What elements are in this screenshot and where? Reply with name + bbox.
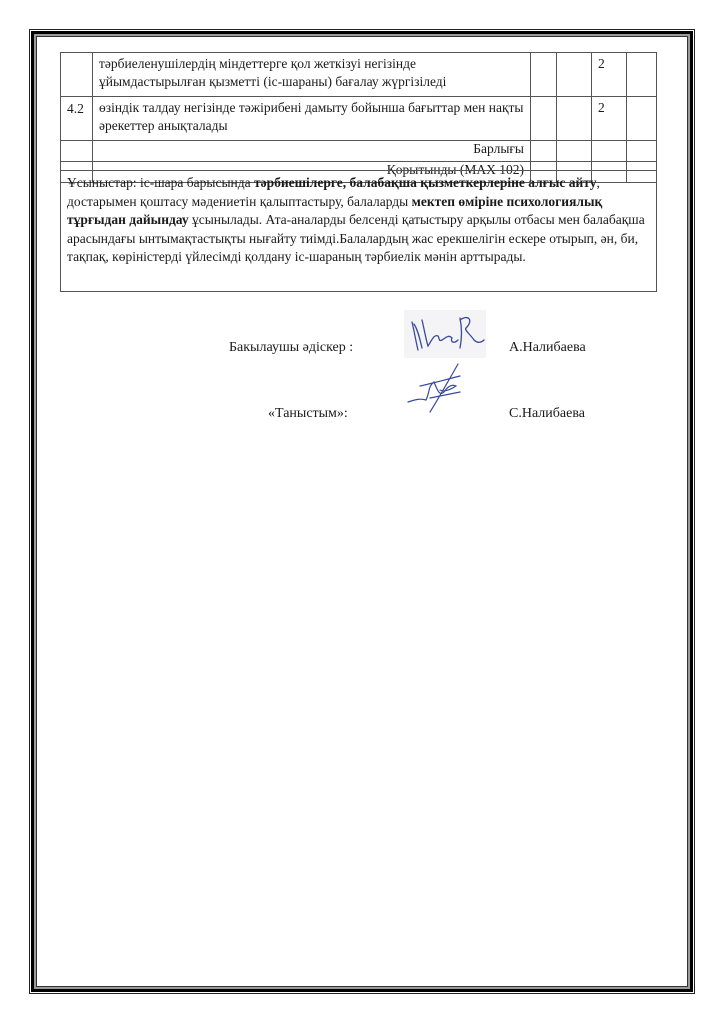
score-cell: 2 (592, 53, 627, 97)
row-number (61, 141, 93, 162)
recommendations-prefix: Ұсыныстар: іс-шара барысында (67, 175, 254, 190)
acknowledged-name: С.Налибаева (509, 406, 585, 421)
score-cell (557, 53, 592, 97)
row-number (61, 53, 93, 97)
score-cell (627, 141, 657, 162)
recommendations-text-2: , достарымен қоштасу мәдениетін қалыптастыру, балаларды (67, 175, 600, 209)
acknowledged-signature-icon (400, 362, 480, 414)
recommendations-bold-1: тәрбиешілерге, балабақша қызметкерлеріне алғыс айту (253, 175, 597, 190)
score-cell (627, 53, 657, 97)
criterion-text: тәрбиеленушілердің міндеттерге қол жеткізуі негізінде ұйымдастырылған қызметті (іс-шараны) бағалау жүргізіледі (93, 53, 531, 97)
reviewer-label: Бакылаушы әдіскер : (229, 340, 354, 355)
score-cell (627, 97, 657, 141)
table-row (61, 97, 657, 141)
acknowledged-label: «Таныстым»: (268, 406, 348, 421)
table-row (61, 53, 657, 97)
score-cell (531, 141, 557, 162)
reviewer-signature-icon (404, 310, 486, 358)
criterion-text: өзіндік талдау негізінде тәжірибені дамыту бойынша бағыттар мен нақты әрекеттер анықталады (93, 97, 531, 141)
score-cell: 2 (592, 97, 627, 141)
score-cell (557, 97, 592, 141)
score-cell (531, 97, 557, 141)
total-row (61, 141, 657, 162)
recommendations-box (60, 170, 657, 292)
evaluation-table (60, 52, 657, 183)
conclusion-label: Қорытынды (MAX 102) (93, 162, 531, 183)
score-cell (557, 141, 592, 162)
score-cell (531, 53, 557, 97)
recommendations-text-3: ұсынылады. Ата-аналарды белсенді қатыстыру арқылы отбасы мен балабақша арасындағы ынтымақтастықты нығайту тиімді.Балалардың жас ерекшелігін ескере отырып, ән, би, тақпақ, көріністерді үйлесімді қолдану іс-шараның тәрбиелік мәнін арттырады. (67, 212, 645, 264)
recommendations-bold-2: мектеп өміріне психологиялық тұрғыдан дайындау (67, 193, 603, 227)
row-number: 4.2 (61, 97, 93, 141)
total-label: Барлығы (93, 141, 531, 162)
score-cell (592, 141, 627, 162)
reviewer-name: А.Налибаева (509, 340, 586, 355)
